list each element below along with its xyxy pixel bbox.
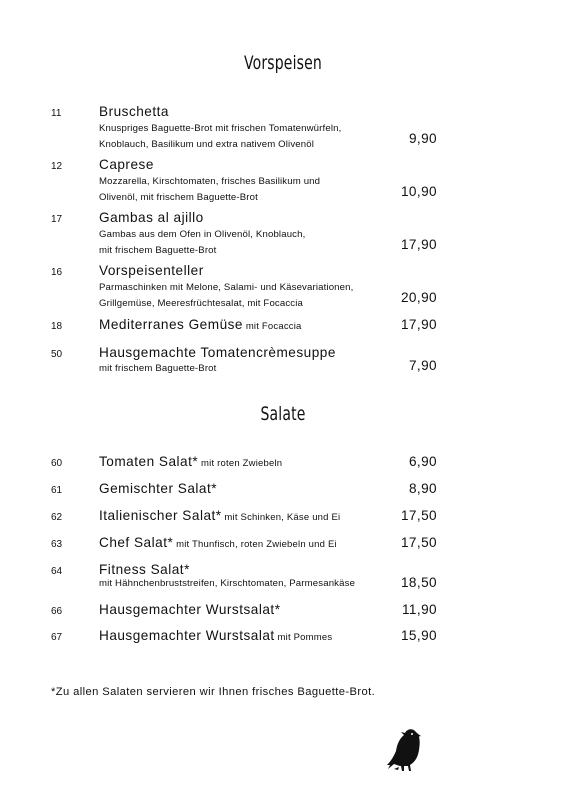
item-description-line: Parmaschinken mit Melone, Salami- und Käsevariationen, bbox=[99, 282, 354, 293]
item-number: 66 bbox=[51, 606, 63, 617]
item-addition: mit Focaccia bbox=[242, 321, 302, 332]
item-name: Vorspeisenteller bbox=[99, 263, 204, 278]
item-description-line: mit frischem Baguette-Brot bbox=[99, 245, 217, 256]
item-name-line bbox=[99, 508, 340, 523]
item-price: 7,90 bbox=[408, 358, 437, 373]
item-description-line: mit frischem Baguette-Brot bbox=[99, 363, 217, 374]
section-title-vorspeisen: Vorspeisen bbox=[244, 52, 322, 74]
item-name: Hausgemachter Wurstsalat bbox=[99, 628, 275, 643]
item-description bbox=[99, 280, 353, 312]
item-price: 18,50 bbox=[400, 575, 437, 590]
item-price: 8,90 bbox=[408, 481, 437, 496]
item-name-line bbox=[99, 345, 336, 360]
item-description bbox=[99, 361, 216, 377]
item-number: 64 bbox=[51, 566, 63, 577]
item-name-line bbox=[99, 454, 282, 469]
footnote: *Zu allen Salaten servieren wir Ihnen frisches Baguette-Brot. bbox=[51, 686, 376, 698]
item-name-line bbox=[99, 602, 281, 617]
item-description-line: Mozzarella, Kirschtomaten, frisches Basilikum und bbox=[99, 176, 321, 187]
item-name: Tomaten Salat* bbox=[99, 454, 199, 469]
item-name: Chef Salat* bbox=[99, 535, 174, 550]
item-name-line bbox=[99, 535, 337, 550]
item-name-line bbox=[99, 317, 302, 332]
item-name: Caprese bbox=[99, 157, 154, 172]
item-price: 17,50 bbox=[400, 508, 437, 523]
item-price: 20,90 bbox=[400, 290, 437, 305]
item-name: Hausgemachter Wurstsalat* bbox=[99, 602, 281, 617]
item-description-line: Olivenöl, mit frischem Baguette-Brot bbox=[99, 192, 258, 203]
raven-icon bbox=[385, 725, 427, 773]
section-title-salate: Salate bbox=[260, 403, 306, 425]
item-price: 17,90 bbox=[400, 317, 437, 332]
item-number: 60 bbox=[51, 458, 63, 469]
item-number: 67 bbox=[51, 632, 63, 643]
item-addition: mit Thunfisch, roten Zwiebeln und Ei bbox=[173, 539, 337, 550]
item-name-line bbox=[99, 104, 169, 119]
item-description-line: Gambas aus dem Ofen in Olivenöl, Knoblauch, bbox=[99, 229, 306, 240]
item-price: 6,90 bbox=[408, 454, 437, 469]
item-number: 50 bbox=[51, 349, 63, 360]
item-name-line bbox=[99, 628, 332, 643]
item-number: 16 bbox=[51, 267, 63, 278]
item-number: 11 bbox=[51, 108, 62, 119]
item-description-line: Knoblauch, Basilikum und extra nativem Olivenöl bbox=[99, 139, 315, 150]
item-description bbox=[99, 576, 355, 592]
item-addition: mit roten Zwiebeln bbox=[198, 458, 283, 469]
item-name-line bbox=[99, 263, 204, 278]
item-price: 17,50 bbox=[400, 535, 437, 550]
item-name: Gemischter Salat* bbox=[99, 481, 218, 496]
item-number: 18 bbox=[51, 321, 63, 332]
item-addition: mit Pommes bbox=[274, 632, 333, 643]
item-number: 61 bbox=[51, 485, 63, 496]
item-name: Gambas al ajillo bbox=[99, 210, 204, 225]
item-name-line bbox=[99, 562, 190, 577]
item-name: Hausgemachte Tomatencrèmesuppe bbox=[99, 345, 336, 360]
item-name-line bbox=[99, 210, 204, 225]
item-number: 12 bbox=[51, 161, 63, 172]
item-description-line: Knuspriges Baguette-Brot mit frischen Tomatenwürfeln, bbox=[99, 123, 342, 134]
item-number: 63 bbox=[51, 539, 63, 550]
item-name: Fitness Salat* bbox=[99, 562, 190, 577]
item-number: 17 bbox=[51, 214, 63, 225]
item-price: 17,90 bbox=[400, 237, 437, 252]
item-price: 10,90 bbox=[400, 184, 437, 199]
item-price: 15,90 bbox=[400, 628, 437, 643]
item-price: 11,90 bbox=[401, 602, 437, 617]
item-addition: mit Schinken, Käse und Ei bbox=[221, 512, 341, 523]
item-description bbox=[99, 174, 320, 206]
item-description bbox=[99, 121, 341, 153]
item-description-line: mit Hähnchenbruststreifen, Kirschtomaten, Parmesankäse bbox=[99, 578, 356, 589]
item-name: Italienischer Salat* bbox=[99, 508, 222, 523]
item-name-line bbox=[99, 481, 217, 496]
item-number: 62 bbox=[51, 512, 63, 523]
item-description bbox=[99, 227, 305, 259]
item-name-line bbox=[99, 157, 154, 172]
item-name: Mediterranes Gemüse bbox=[99, 317, 243, 332]
item-description-line: Grillgemüse, Meeresfrüchtesalat, mit Focaccia bbox=[99, 298, 304, 309]
item-name: Bruschetta bbox=[99, 104, 169, 119]
item-price: 9,90 bbox=[408, 131, 437, 146]
